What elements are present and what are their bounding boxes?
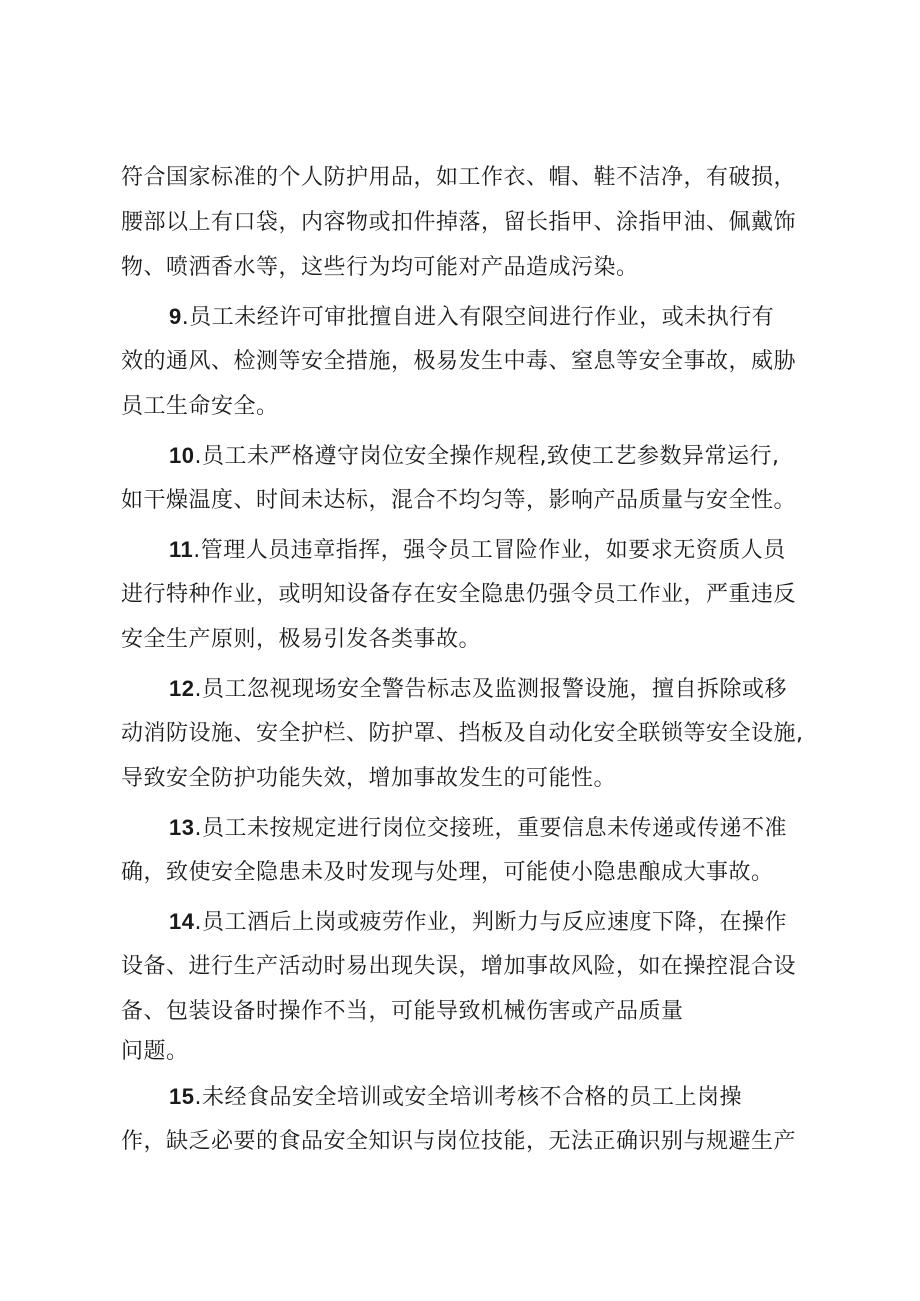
- text-line: 进行特种作业，或明知设备存在安全隐患仍强令员工作业，严重违反: [121, 582, 797, 607]
- document-body: [121, 155, 821, 1164]
- item-number: 10: [169, 443, 195, 468]
- paragraph-item-15: [121, 1074, 821, 1164]
- text-line-content: .员工未经许可审批擅自进入有限空间进行作业，或未执行有: [181, 305, 775, 330]
- text-line: 问题。: [121, 1039, 189, 1064]
- text-line: 安全生产原则，极易引发各类事故。: [121, 627, 482, 652]
- text-line: 动消防设施、安全护栏、防护罩、挡板及自动化安全联锁等安全设施,: [121, 721, 804, 746]
- paragraph-continuation: [121, 155, 821, 290]
- text-line: [121, 805, 821, 850]
- text-line: [121, 527, 821, 572]
- text-line-content: .员工未严格遵守岗位安全操作规程,致使工艺参数异常运行,: [194, 444, 780, 469]
- text-line: 确，致使安全隐患未及时发现与处理，可能使小隐患酿成大事故。: [121, 860, 774, 885]
- text-line: 如干燥温度、时间未达标，混合不均匀等，影响产品质量与安全性。: [121, 488, 797, 513]
- item-number: 15: [169, 1084, 195, 1109]
- item-number: 11: [169, 537, 194, 562]
- item-number: 12: [169, 676, 195, 701]
- item-number: 9: [169, 304, 182, 329]
- text-line: [121, 666, 821, 711]
- text-line: [121, 433, 821, 478]
- text-line-content: .员工忽视现场安全警告标志及监测报警设施，擅自拆除或移: [194, 677, 787, 702]
- paragraph-item-14: [121, 899, 821, 1070]
- text-line: 作，缺乏必要的食品安全知识与岗位技能，无法正确识别与规避生产: [121, 1129, 797, 1154]
- text-line: 符合国家标准的个人防护用品，如工作衣、帽、鞋不洁净，有破损，: [121, 165, 797, 190]
- text-line-content: .员工酒后上岗或疲劳作业，判断力与反应速度下降，在操作: [194, 910, 787, 935]
- paragraph-item-12: [121, 666, 821, 801]
- paragraph-item-9: [121, 294, 821, 429]
- text-line-content: .员工未按规定进行岗位交接班，重要信息未传递或传递不准: [194, 816, 787, 841]
- text-line: 设备、进行生产活动时易出现失误，增加事故风险，如在操控混合设: [121, 954, 797, 979]
- paragraph-item-13: [121, 805, 821, 895]
- paragraph-item-11: [121, 527, 821, 662]
- text-line: 员工生命安全。: [121, 394, 279, 419]
- text-line: 物、喷洒香水等，这些行为均可能对产品造成污染。: [121, 255, 639, 280]
- text-line: [121, 899, 821, 944]
- paragraph-item-10: [121, 433, 821, 523]
- text-line-content: .未经食品安全培训或安全培训考核不合格的员工上岗操: [194, 1085, 742, 1110]
- item-number: 14: [169, 909, 195, 934]
- text-line: 导致安全防护功能失效，增加事故发生的可能性。: [121, 766, 617, 791]
- text-line-content: .管理人员违章指挥，强令员工冒险作业，如要求无资质人员: [193, 538, 786, 563]
- text-line: 腰部以上有口袋，内容物或扣件掉落，留长指甲、涂指甲油、佩戴饰: [121, 210, 797, 235]
- text-line: 效的通风、检测等安全措施，极易发生中毒、窒息等安全事故，威胁: [121, 349, 797, 374]
- item-number: 13: [169, 815, 195, 840]
- text-line: [121, 1074, 821, 1119]
- text-line: [121, 294, 821, 339]
- text-line: 备、包装设备时操作不当，可能导致机械伤害或产品质量: [121, 999, 684, 1024]
